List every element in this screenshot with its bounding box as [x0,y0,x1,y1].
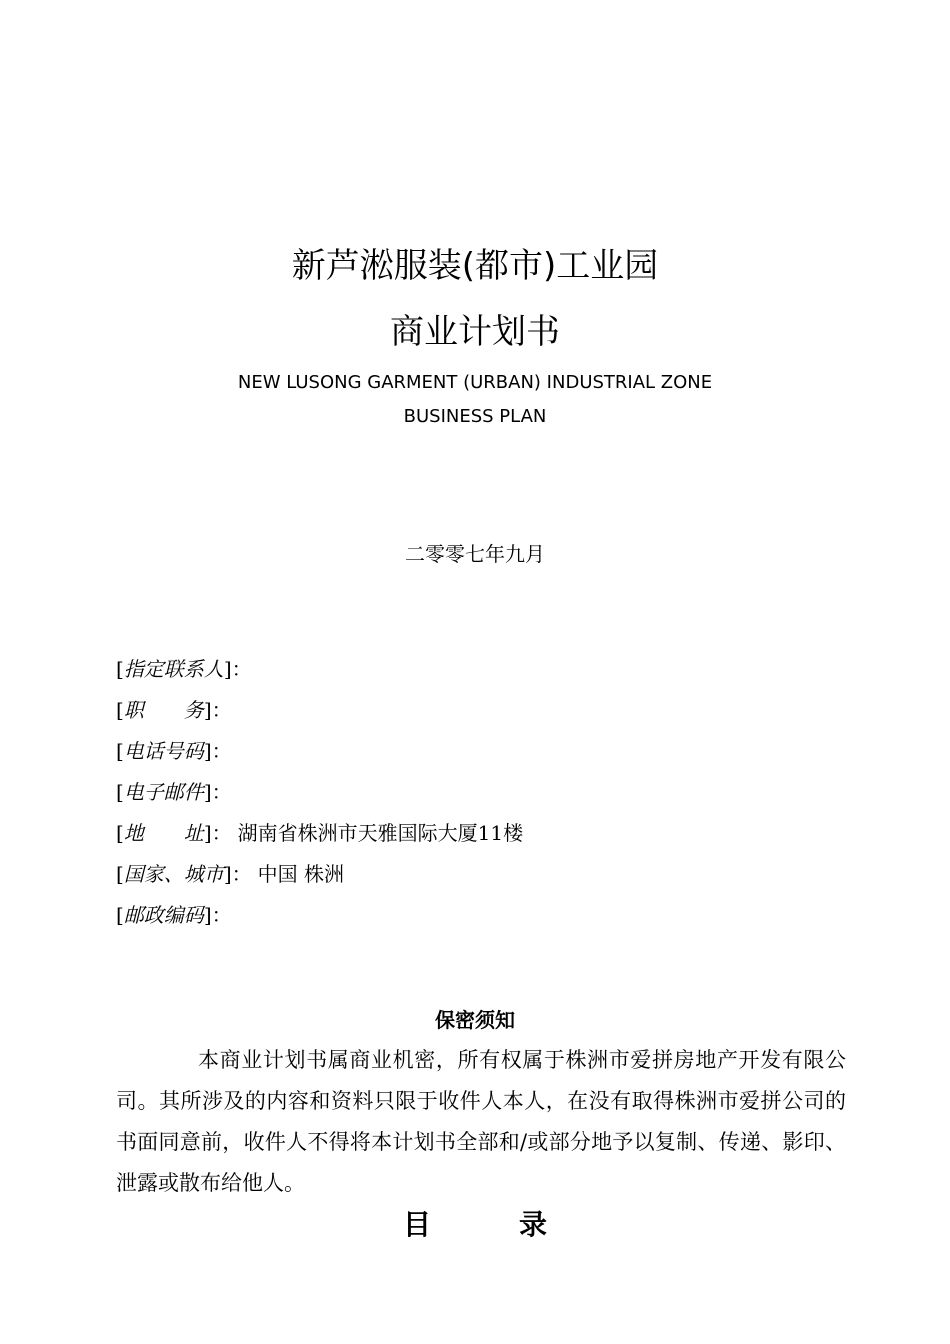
country-city-label: 国家、城市 [123,862,224,886]
email-label: 电子邮件 [123,780,204,804]
contact-person-row: [指定联系人]： [116,657,252,681]
title-cn-line1: 新芦淞服装(都市)工业园 [291,246,659,286]
title-en-line1: NEW LUSONG GARMENT (URBAN) INDUSTRIAL ZONE [237,372,713,393]
contact-person-label: 指定联系人 [123,657,224,681]
toc-heading: 目录 [402,1208,635,1241]
address-row: [地 址]： 湖南省株洲市天雅国际大厦11楼 [116,821,524,845]
document-date: 二零零七年九月 [405,542,545,566]
title-cn-line2: 商业计划书 [390,312,560,352]
title-en-line2: BUSINESS PLAN [403,406,547,427]
address-value: 湖南省株洲市天雅国际大厦11楼 [237,821,524,845]
position-row: [职 务]： [116,698,232,722]
phone-row: [电话号码]： [116,739,232,763]
postal-code-row: [邮政编码]： [116,903,232,927]
address-label: 地 址 [123,821,204,845]
position-label: 职 务 [123,698,204,722]
phone-label: 电话号码 [123,739,204,763]
email-row: [电子邮件]： [116,780,232,804]
confidentiality-heading: 保密须知 [435,1008,515,1032]
confidentiality-body: 本商业计划书属商业机密，所有权属于株洲市爱拼房地产开发有限公司。其所涉及的内容和资料只限于收件人本人，在没有取得株洲市爱拼公司的书面同意前，收件人不得将本计划书全部和/或部分地予以复制、传递、影印、泄露或散布给他人。 [116,1048,846,1195]
country-city-value: 中国 株洲 [257,862,344,886]
country-city-row: [国家、城市]： 中国 株洲 [116,862,344,886]
postal-code-label: 邮政编码 [123,903,204,927]
